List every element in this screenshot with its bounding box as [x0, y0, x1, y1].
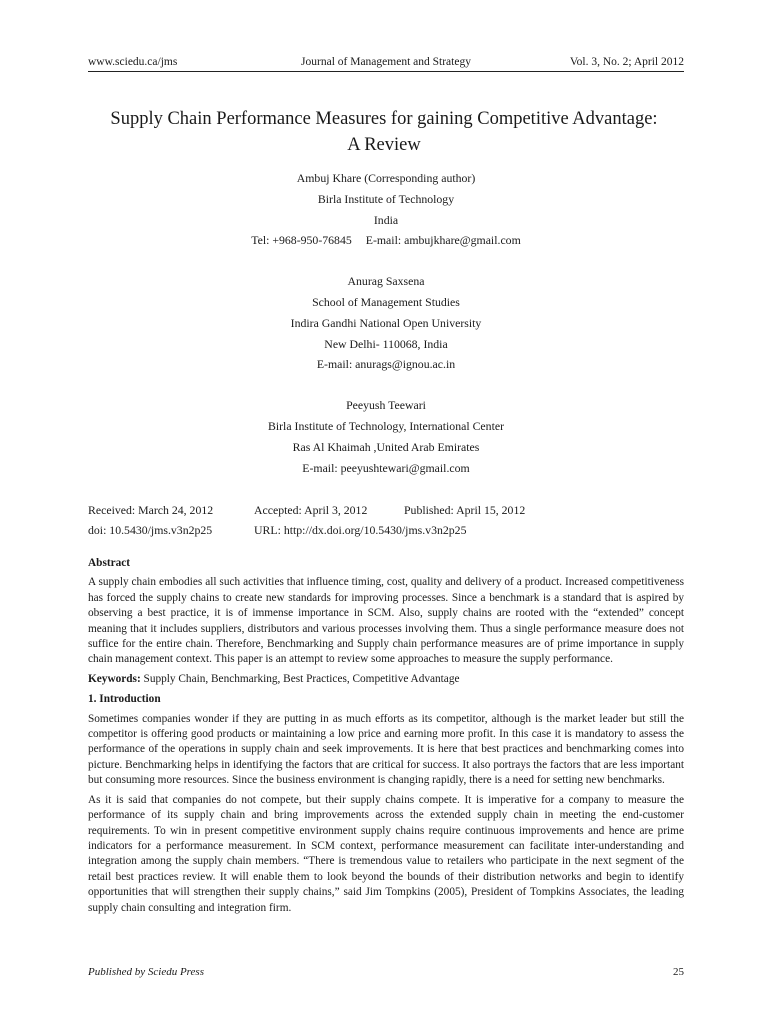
- abstract-heading: Abstract: [88, 557, 131, 569]
- author-email: E-mail: peeyushtewari@gmail.com: [302, 460, 470, 475]
- author-list: [88, 168, 684, 498]
- keywords: [88, 672, 684, 687]
- author-contact: [88, 230, 684, 251]
- article-url[interactable]: URL: http://dx.doi.org/10.5430/jms.v3n2p25: [254, 523, 467, 537]
- identifiers-row: [88, 520, 684, 540]
- author-affiliation: Birla Institute of Technology, International Center: [267, 418, 505, 433]
- author-block-3: [88, 395, 684, 478]
- journal-url: www.sciedu.ca/jms: [88, 56, 178, 68]
- author-name: Anurag Saxsena: [347, 274, 425, 289]
- paper-title: [60, 106, 708, 158]
- publication-dates: [88, 500, 684, 540]
- abstract-text: A supply chain embodies all such activities that influence timing, cost, quality and delivery of a product. Increased competitiveness has forced the supply chains to create new standards for improving processes. Since a benchmark is a standard that is aspired by observing a best practice, it is of immense importance in SCM. Also, supply chains are rooted with the “extended” concept meaning that it includes suppliers, distributors and various processes involving them. Thus a single performance measure does not suffice for the entire chain. Therefore, Benchmarking and Supply chain performance measures are of prime importance in supply chain management context. This paper is an attempt to review some approaches to measure the supply performance.: [88, 576, 684, 666]
- author-location: Ras Al Khaimah ,United Arab Emirates: [292, 439, 480, 454]
- introduction-heading: 1. Introduction: [88, 693, 161, 706]
- author-name: Ambuj Khare (Corresponding author): [296, 171, 476, 185]
- author-affiliation: Birla Institute of Technology: [317, 191, 455, 206]
- dates-row: [88, 500, 684, 520]
- running-header: [88, 56, 684, 72]
- author-block-1: [88, 168, 684, 251]
- author-email: E-mail: anurags@ignou.ac.in: [316, 357, 456, 372]
- introduction-paragraph-2: As it is said that companies do not compete, but their supply chains compete. It is imperative for a company to measure the performance of its supply chain and bring improvements across the extended supply chain in meeting the end-customer requirements. To win in present competitive environment supply chains require continuous improvements and hence are prime indicators for a performance measurement. In SCM context, performance measurement can facilitate inter-understanding and integration among the supply chain members. “There is tremendous value to retailers who participate in the next segment of the retail best practices review. It will enable them to look beyond the bounds of their distribution networks and begin to identify opportunities that will strengthen their supply chains,” said Jim Tompkins (2005), President of Tompkins Associates, the leading supply chain consulting and integration firm.: [88, 793, 684, 914]
- author-location: India: [373, 212, 399, 227]
- doi: doi: 10.5430/jms.v3n2p25: [88, 523, 213, 537]
- keywords-text: Supply Chain, Benchmarking, Best Practices, Competitive Advantage: [140, 672, 460, 685]
- author-block-2: [88, 271, 684, 375]
- paper-body: [88, 556, 684, 920]
- author-email: E-mail: ambujkhare@gmail.com: [365, 233, 521, 248]
- author-school: School of Management Studies: [312, 294, 460, 309]
- author-affiliation: Indira Gandhi National Open University: [290, 315, 482, 330]
- volume-info: Vol. 3, No. 2; April 2012: [569, 56, 684, 68]
- introduction-paragraph-1: Sometimes companies wonder if they are putting in as much efforts as its competitor, although is the market leader but still the competitor is offering good products or maintaining a low price and earning more profit. In this case it is mandatory to assess the performance of the operations in supply chain and seek improvements. It is here that best practices and benchmarking comes into picture. Benchmarking helps in identifying the factors that are critical for success. It also portrays the factors that are less important but consuming more resources. Since the business environment is changing rapidly, there is a need for setting new benchmarks.: [88, 712, 684, 787]
- page-footer: [88, 966, 684, 978]
- accepted-date: Accepted: April 3, 2012: [254, 503, 368, 517]
- author-phone: Tel: +968-950-76845: [251, 233, 352, 248]
- received-date: Received: March 24, 2012: [88, 503, 214, 517]
- title-line-1: Supply Chain Performance Measures for gaining Competitive Advantage:: [110, 109, 658, 129]
- title-line-2: A Review: [347, 135, 421, 155]
- author-location: New Delhi- 110068, India: [324, 336, 448, 351]
- published-date: Published: April 15, 2012: [404, 503, 526, 517]
- page-number: 25: [673, 966, 684, 978]
- journal-name: Journal of Management and Strategy: [301, 56, 471, 68]
- publisher: Published by Sciedu Press: [88, 966, 204, 978]
- author-name: Peeyush Teewari: [346, 398, 426, 413]
- keywords-label: Keywords:: [88, 672, 141, 685]
